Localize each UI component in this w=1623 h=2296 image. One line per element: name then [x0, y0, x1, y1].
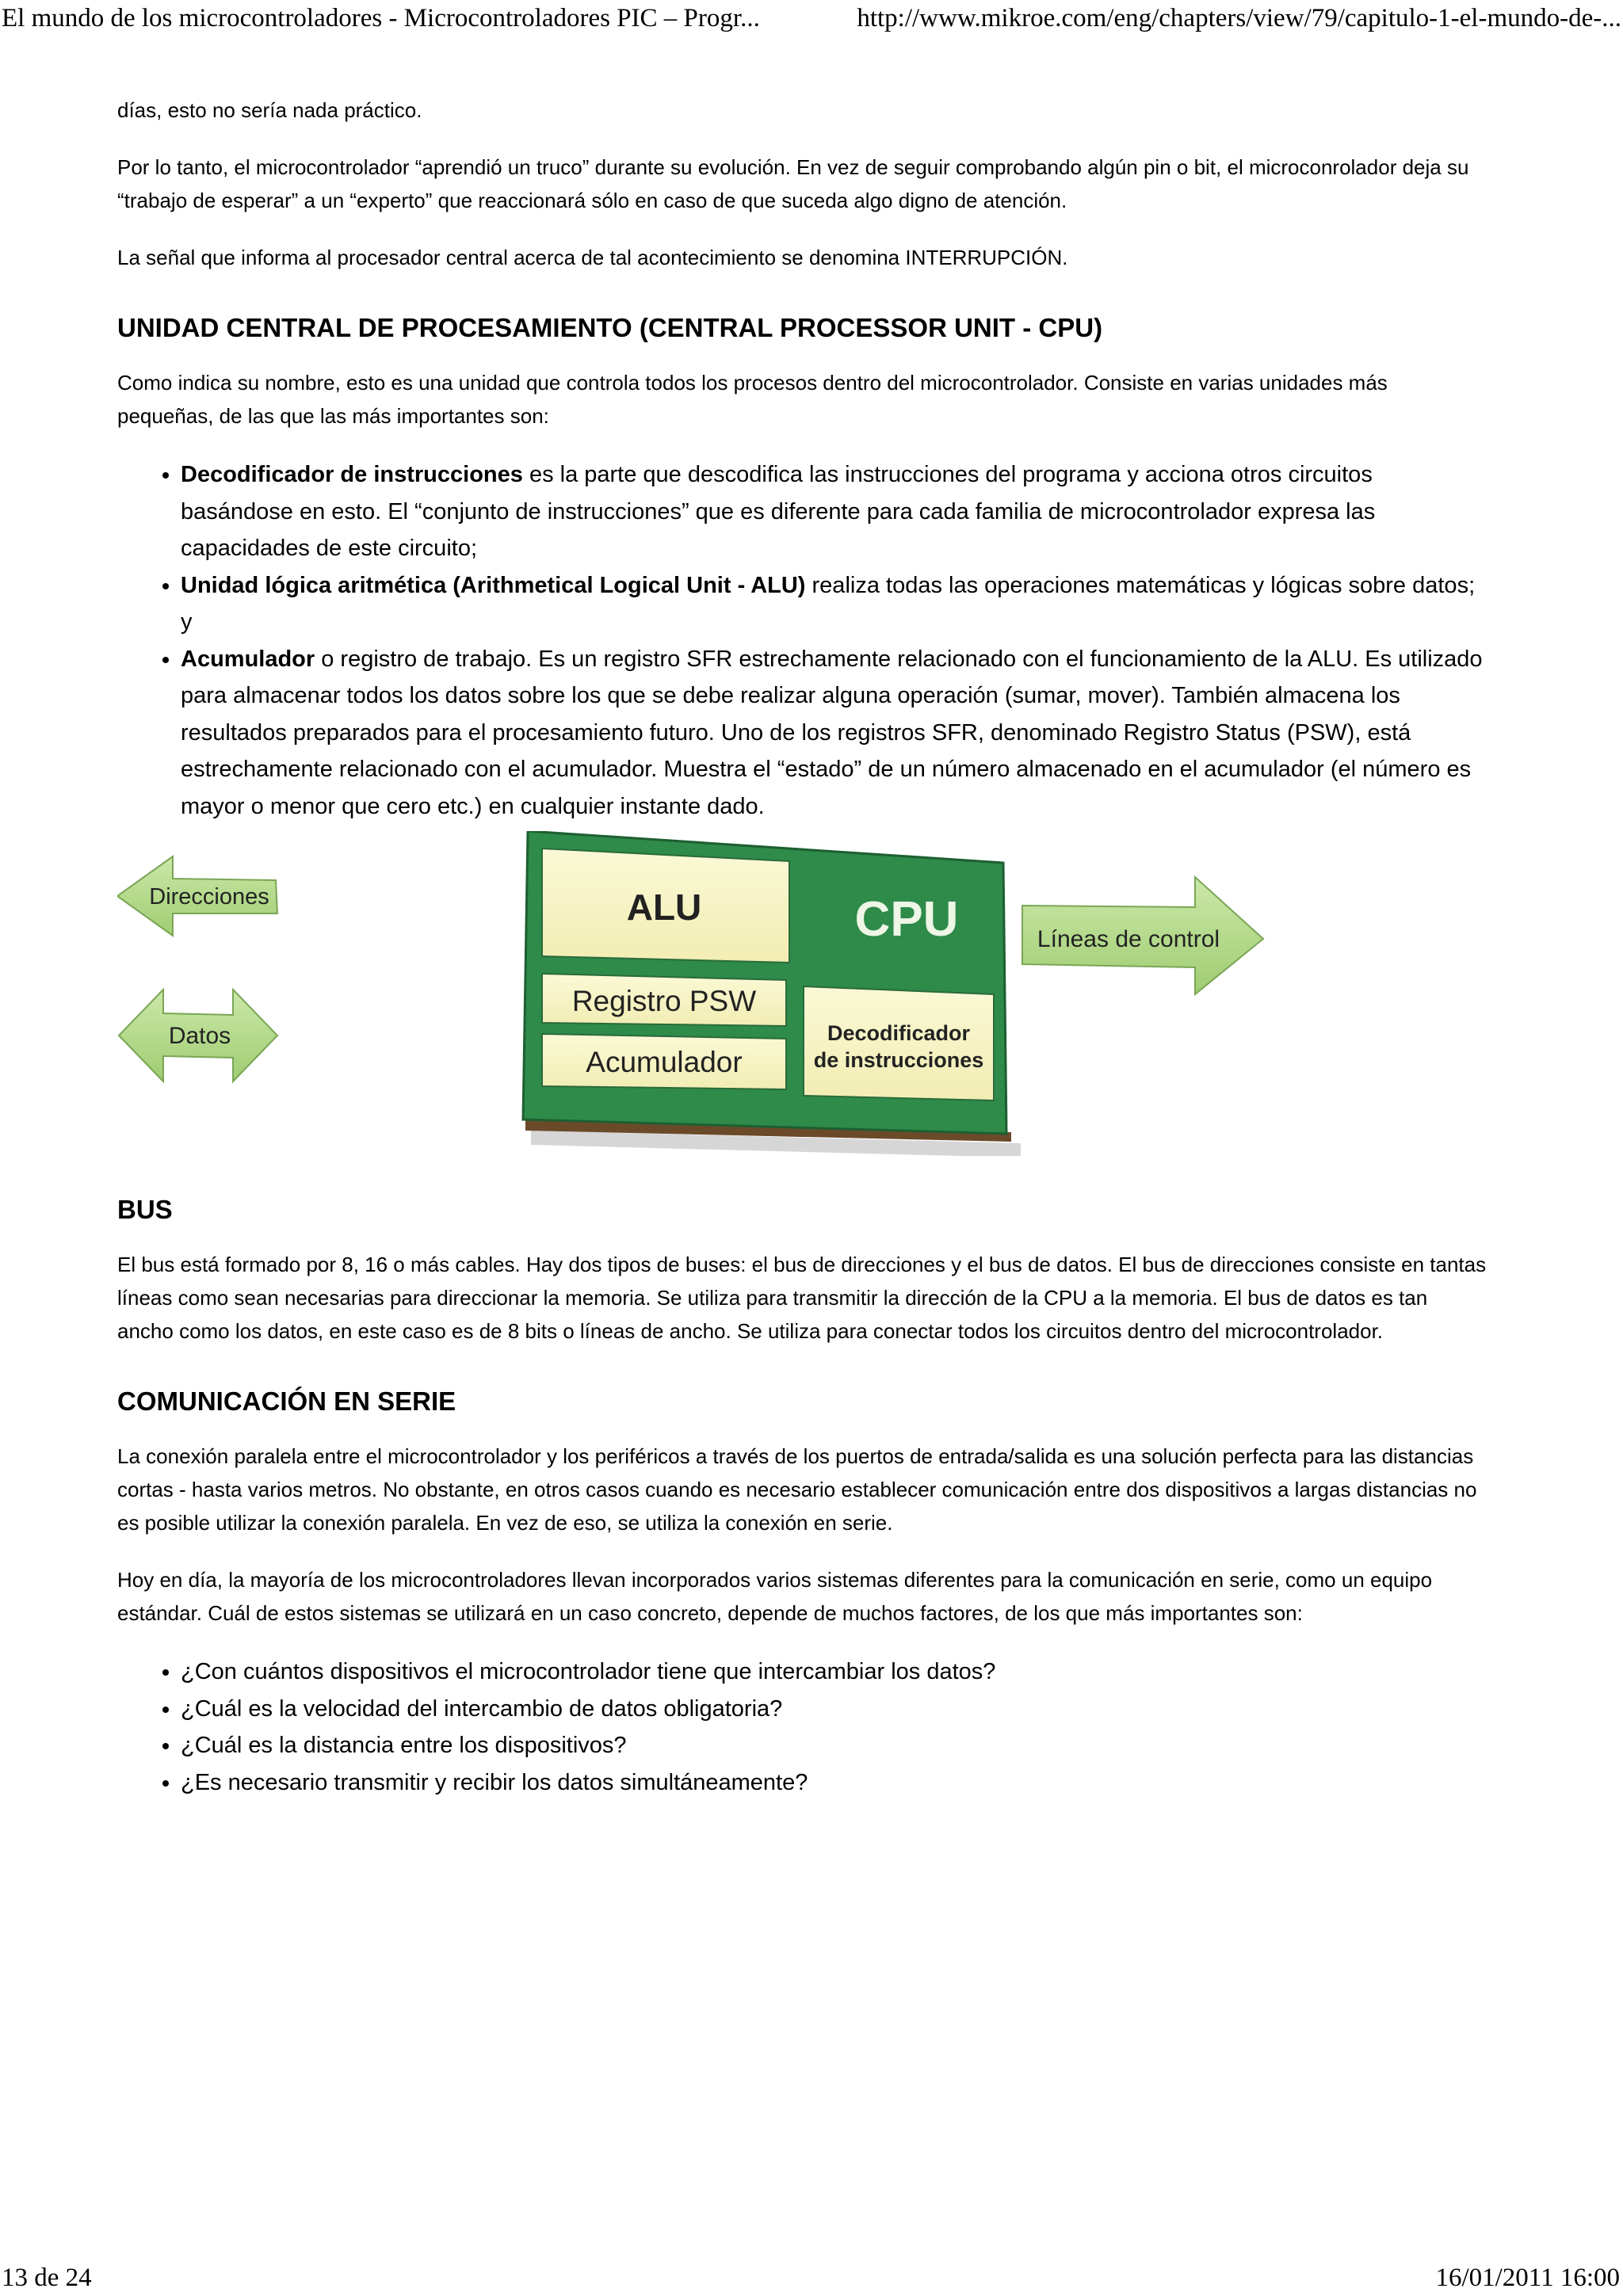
accumulator-label: Acumulador [586, 1046, 743, 1078]
list-text: o registro de trabajo. Es un registro SFR estrechamente relacionado con el funcionamiento de la ALU. Es utilizado para almacenar todos los datos sobre los que se debe realizar alguna operación (sumar, mover). También almacena los resultados preparados para el procesamiento futuro. Uno de los registros SFR, denominado Registro Status (PSW), está estrechamente relacionado con el acumulador. Muestra el “estado” de un número almacenado en el acumulador (el número es mayor o menor que cero etc.) en cualquier instante dado. [181, 646, 1483, 819]
heading-bus: BUS [117, 1195, 173, 1224]
list-term: Unidad lógica aritmética (Arithmetical Logical Unit - ALU) [181, 572, 806, 598]
alu-label: ALU [626, 887, 702, 928]
list-item: • ¿Cuál es la velocidad del intercambio de datos obligatoria? [181, 1691, 1488, 1728]
list-item [181, 456, 1488, 567]
print-footer [0, 2260, 1623, 2296]
cpu-diagram [117, 831, 1488, 1156]
paragraph-serie-1: La conexión paralela entre el microcontrolador y los periféricos a través de los puertos de entrada/salida es una solución perfecta para las distancias cortas - hasta varios metros. No obstante, en otros casos cuando es necesario establecer comunicación entre dos dispositivos a largas distancias no es posible utilizar la conexión paralela. En vez de eso, se utiliza la conexión en serie. [117, 1444, 1477, 1535]
cpu-label: CPU [854, 892, 959, 947]
decoder-label-2: de instrucciones [813, 1048, 984, 1072]
serie-questions-list [117, 1653, 1488, 1801]
list-item: • ¿Cuál es la distancia entre los dispositivos? [181, 1727, 1488, 1764]
page-title: El mundo de los microcontroladores - Microcontroladores PIC – Progr... [2, 4, 760, 32]
paragraph-serie-2: Hoy en día, la mayoría de los microcontroladores llevan incorporados varios sistemas diferentes para la comunicación en serie, como un equipo estándar. Cuál de estos sistemas se utilizará en un caso concreto, depende de muchos factores, de los que más importantes son: [117, 1568, 1433, 1625]
page-url: http://www.mikroe.com/eng/chapters/view/79/capitulo-1-el-mundo-de-... [857, 4, 1621, 32]
paragraph-trick: Por lo tanto, el microcontrolador “aprendió un truco” durante su evolución. En vez de seguir comprobando algún pin o bit, el microconrolador deja su “trabajo de esperar” a un “experto” que reaccionará sólo en caso de que suceda algo digno de atención. [117, 155, 1469, 212]
page-number: 13 de 24 [2, 2264, 92, 2292]
datos-label: Datos [168, 1023, 231, 1049]
list-term: Decodificador de instrucciones [181, 462, 523, 487]
heading-cpu: UNIDAD CENTRAL DE PROCESAMIENTO (CENTRAL PROCESSOR UNIT - CPU) [117, 313, 1103, 342]
list-item [181, 567, 1488, 641]
paragraph-cpu: Como indica su nombre, esto es una unidad que controla todos los procesos dentro del microcontrolador. Consiste en varias unidades más pequeñas, de las que las más importantes son: [117, 371, 1388, 428]
print-header [0, 0, 1623, 40]
lineas-control-label: Líneas de control [1037, 926, 1220, 952]
list-item: • ¿Es necesario transmitir y recibir los datos simultáneamente? [181, 1764, 1488, 1802]
cpu-units-list [117, 456, 1488, 825]
direcciones-label: Direcciones [149, 884, 269, 910]
list-text: es la parte que descodifica las instrucciones del programa y acciona otros circuitos basándose en esto. El “conjunto de instrucciones” que es diferente para cada familia de microcontrolador expresa las capacidades de este circuito; [181, 462, 1376, 561]
decoder-label-1: Decodificador [827, 1021, 971, 1045]
heading-serie: COMUNICACIÓN EN SERIE [117, 1386, 456, 1416]
list-text: realiza todas las operaciones matemáticas y lógicas sobre datos; y [181, 572, 1476, 635]
article-content [117, 93, 1488, 1801]
list-item: • ¿Con cuántos dispositivos el microcontrolador tiene que intercambiar los datos? [181, 1653, 1488, 1691]
paragraph-interrupt: La señal que informa al procesador central acerca de tal acontecimiento se denomina INTERRUPCIÓN. [117, 246, 1068, 269]
cpu-diagram-svg [117, 831, 1488, 1156]
list-item [181, 641, 1488, 826]
list-term: Acumulador [181, 646, 315, 672]
paragraph-intro-end: días, esto no sería nada práctico. [117, 98, 422, 122]
psw-label: Registro PSW [571, 985, 757, 1017]
print-datetime: 16/01/2011 16:00 [1435, 2264, 1620, 2292]
paragraph-bus: El bus está formado por 8, 16 o más cables. Hay dos tipos de buses: el bus de direcciones y el bus de datos. El bus de direcciones consiste en tantas líneas como sean necesarias para direccionar la memoria. Se utiliza para transmitir la dirección de la CPU a la memoria. El bus de datos es tan ancho como los datos, en este caso es de 8 bits o líneas de ancho. Se utiliza para conectar todos los circuitos dentro del microcontrolador. [117, 1253, 1487, 1343]
